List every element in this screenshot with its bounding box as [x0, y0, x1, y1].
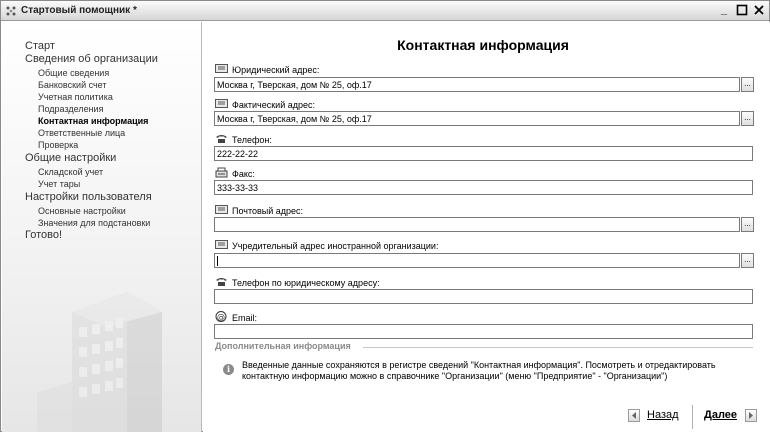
title-bar	[1, 1, 769, 21]
foreign-address-field[interactable]	[214, 253, 740, 268]
sidebar-item-responsible-persons[interactable]: Ответственные лица	[38, 128, 126, 138]
back-arrow-button[interactable]	[628, 409, 640, 422]
section-title-additional-info: Дополнительная информация	[215, 341, 351, 351]
next-arrow-button[interactable]	[745, 409, 757, 422]
info-text: Введенные данные сохраняются в регистре сведений "Контактная информация". Посмотреть и отредактировать контактную информацию можно в справочнике "Организации" (меню "Предприятие" - "Организации")	[242, 360, 716, 381]
next-button[interactable]: Далее	[704, 409, 738, 421]
phone-icon	[215, 276, 228, 287]
email-icon	[215, 311, 228, 322]
building-illustration	[32, 272, 182, 432]
fax-field[interactable]: 333-33-33	[214, 180, 753, 195]
fax-icon	[215, 167, 228, 178]
sidebar-item-contact-info[interactable]: Контактная информация	[38, 116, 149, 126]
sidebar-item-org-info[interactable]: Сведения об организации	[25, 53, 158, 65]
sidebar-item-warehouse[interactable]: Складской учет	[38, 167, 104, 177]
sidebar-item-departments[interactable]: Подразделения	[38, 104, 104, 114]
sidebar-item-general-info[interactable]: Общие сведения	[38, 68, 110, 78]
arrow-left-icon	[629, 410, 639, 421]
actual-address-select-button[interactable]: ...	[741, 111, 754, 126]
maximize-icon	[736, 4, 748, 16]
actual-address-field[interactable]: Москва г, Тверская, дом № 25, оф.17	[214, 111, 740, 126]
legal-address-select-button[interactable]: ...	[741, 77, 754, 92]
app-icon	[5, 5, 17, 17]
sidebar-item-start[interactable]: Старт	[25, 40, 55, 52]
arrow-right-icon	[746, 410, 756, 421]
sidebar	[2, 22, 202, 432]
footer-separator	[692, 405, 693, 429]
foreign-address-select-button[interactable]: ...	[741, 253, 754, 268]
postal-address-select-button[interactable]: ...	[741, 217, 754, 232]
sidebar-item-user-settings[interactable]: Настройки пользователя	[25, 191, 152, 203]
info-icon: i	[223, 364, 234, 375]
sidebar-item-accounting-policy[interactable]: Учетная политика	[38, 92, 113, 102]
section-divider	[363, 347, 753, 348]
address-card-icon	[215, 98, 228, 109]
sidebar-item-basic-settings[interactable]: Основные настройки	[38, 206, 126, 216]
close-icon	[753, 4, 765, 16]
sidebar-item-done[interactable]: Готово!	[25, 229, 63, 241]
email-field[interactable]	[214, 324, 753, 339]
address-card-icon	[215, 204, 228, 215]
postal-address-field[interactable]	[214, 217, 740, 232]
window-title: Стартовый помощник *	[21, 5, 137, 16]
minimize-button[interactable]: _	[720, 4, 728, 16]
phone-field[interactable]: 222-22-22	[214, 146, 753, 161]
sidebar-item-default-values[interactable]: Значения для подстановки	[38, 218, 151, 228]
sidebar-item-bank-account[interactable]: Банковский счет	[38, 80, 107, 90]
page-title: Контактная информация	[397, 37, 569, 53]
main-panel: Контактная информация Юридический адрес: Москва г, Тверская, дом № 25, оф.17 ... Фактический адрес: Москва г, Тверская, дом № 25, оф.17 ... Телефон: 222-22-22 Факс: 333-33-33 Почтовый адрес: ... Учредительный адрес иностранной организации: ... Телефон по юридическому адресу: @ Email: Дополнительная информация i Введенные данные сохраняются в регистре сведений "Контактная информация". Посмотреть и отредактировать контактную информацию можно в справочнике "Организации" (меню "Предприятие" - "Организации") Назад Далее	[203, 22, 770, 432]
maximize-button[interactable]	[735, 3, 749, 17]
svg-text:@: @	[217, 312, 225, 322]
address-card-icon	[215, 239, 228, 250]
text-cursor	[217, 256, 218, 266]
back-button[interactable]: Назад	[647, 409, 679, 421]
phone-icon	[215, 133, 228, 144]
close-button[interactable]	[752, 3, 766, 17]
sidebar-item-check[interactable]: Проверка	[38, 140, 79, 150]
legal-phone-field[interactable]	[214, 289, 753, 304]
sidebar-item-containers[interactable]: Учет тары	[38, 179, 81, 189]
sidebar-item-general-settings[interactable]: Общие настройки	[25, 152, 117, 164]
legal-address-field[interactable]: Москва г, Тверская, дом № 25, оф.17	[214, 77, 740, 92]
address-card-icon	[215, 63, 228, 74]
